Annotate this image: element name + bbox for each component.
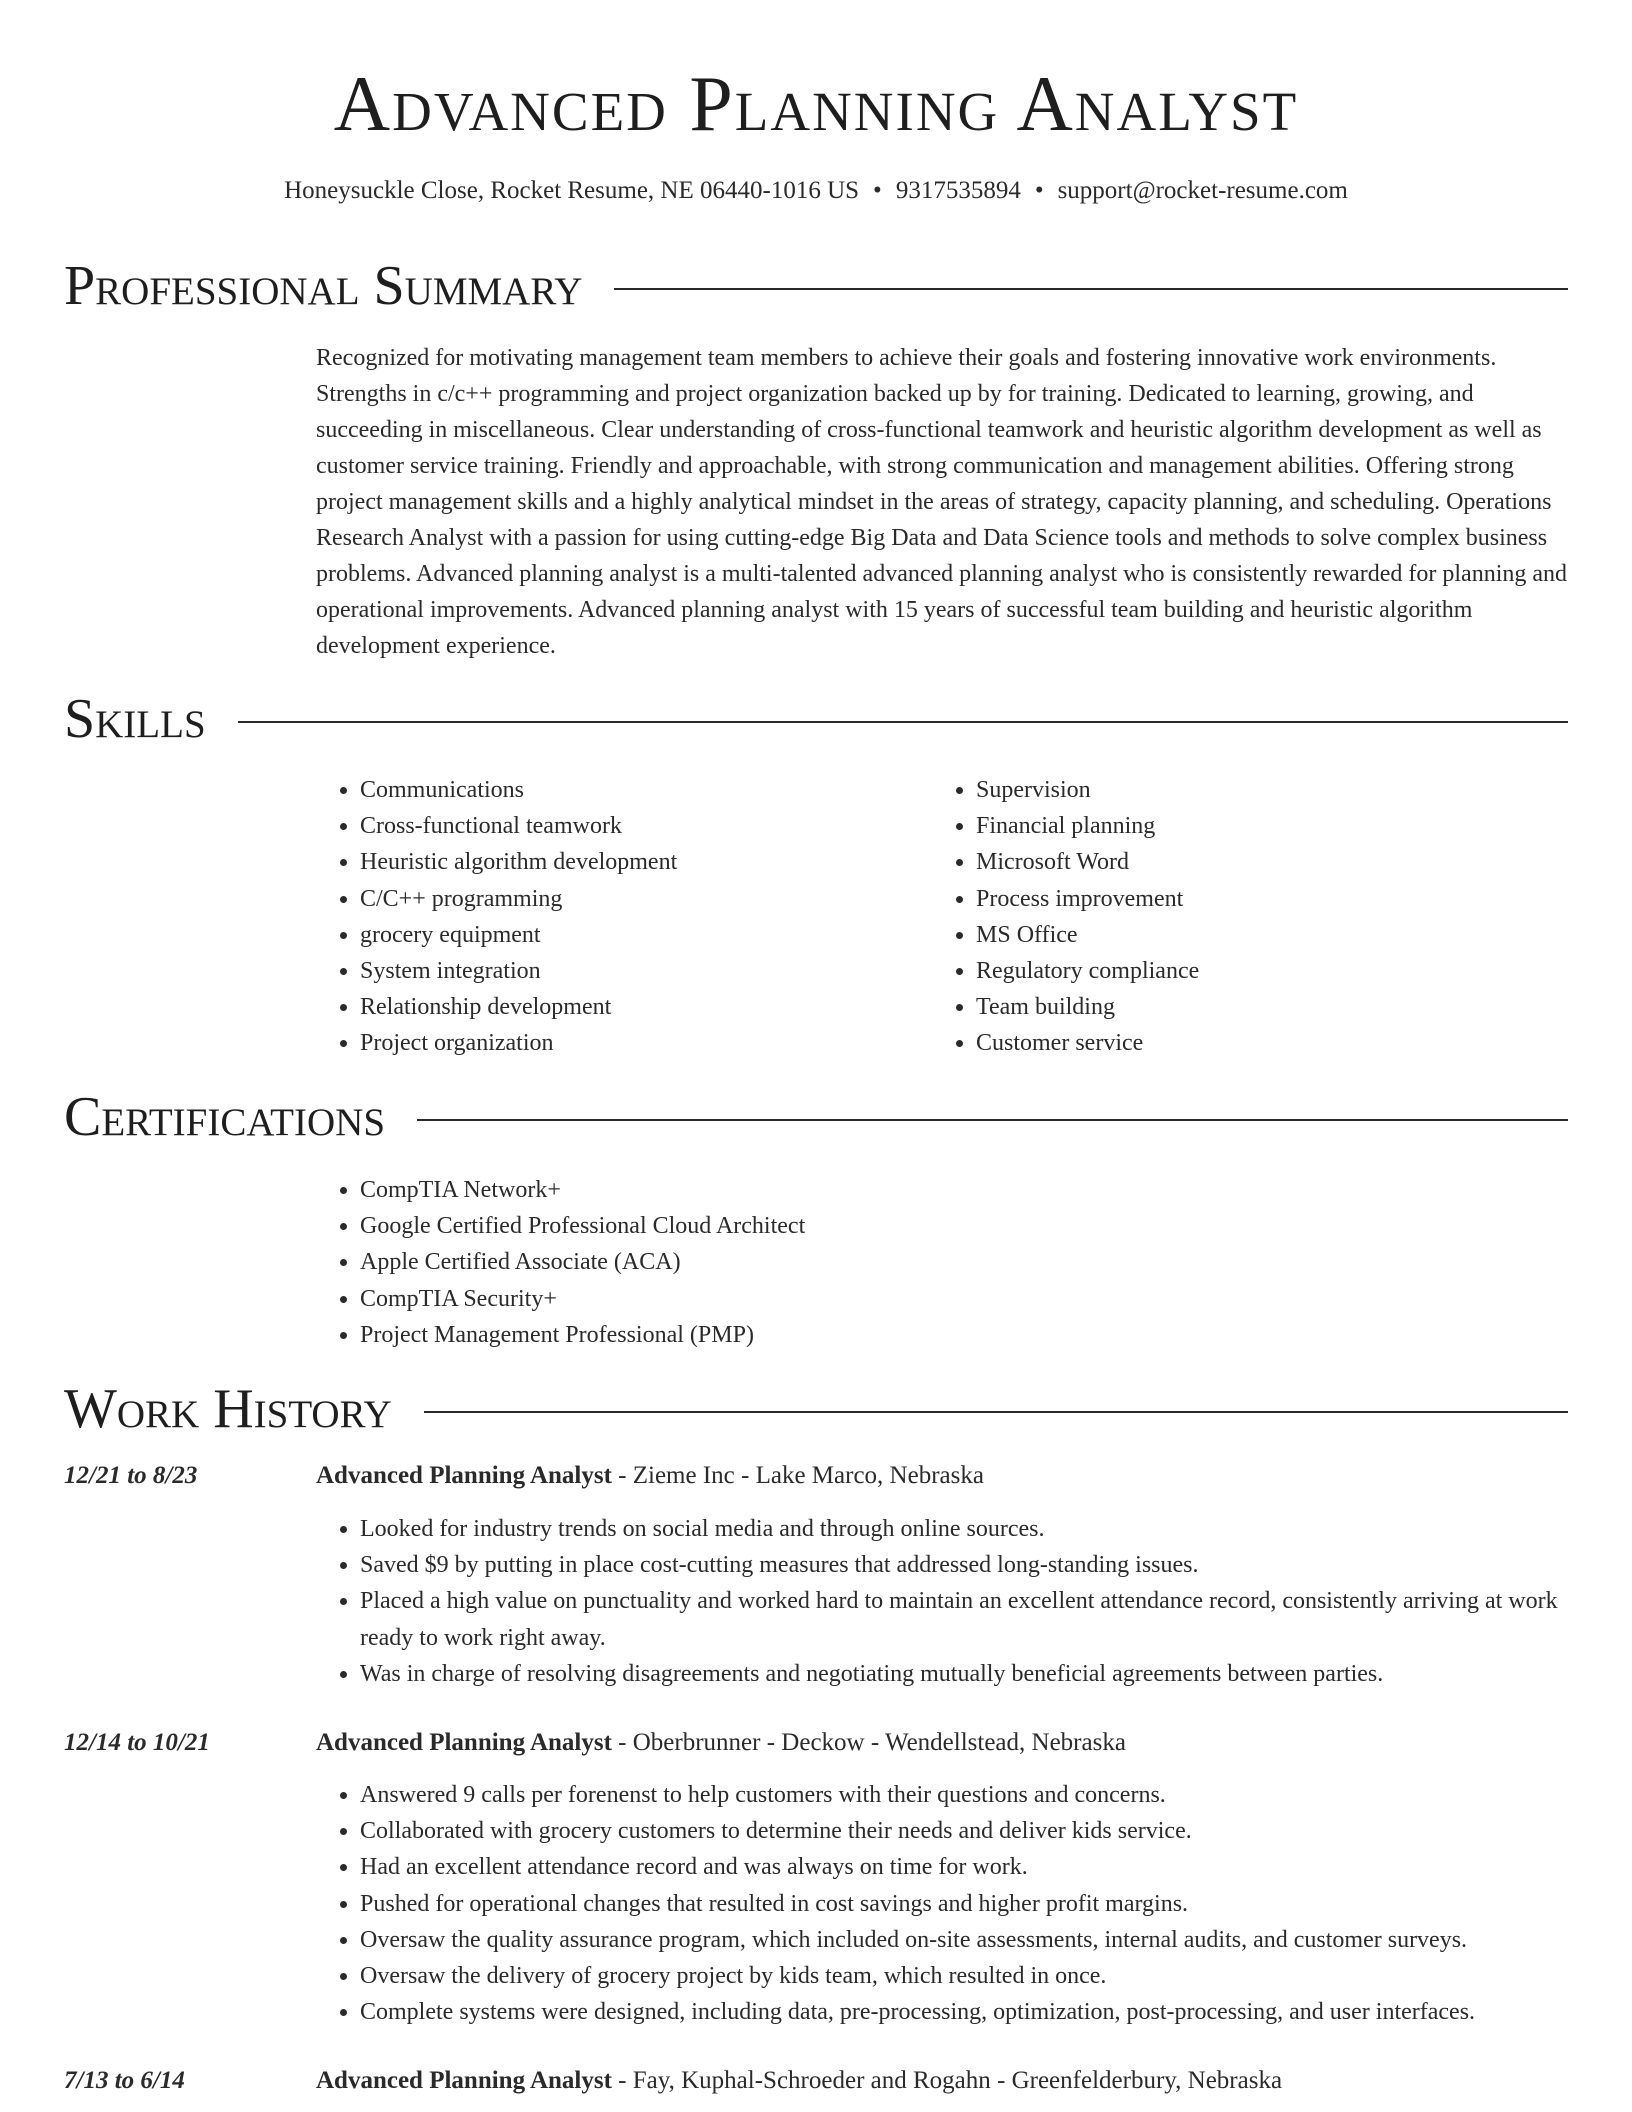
skill-item: • MS Office — [976, 917, 1532, 953]
skill-item: • Heuristic algorithm development — [360, 844, 916, 880]
contact-line — [0, 174, 1632, 208]
skill-item: • Relationship development — [360, 989, 916, 1025]
certification-item: • Project Management Professional (PMP) — [360, 1317, 1316, 1353]
job-employer: - Zieme Inc - Lake Marco, Nebraska — [611, 1462, 984, 1489]
contact-address: Honeysuckle Close, Rocket Resume, NE 06440-1016 US — [284, 177, 860, 204]
skill-item: • Project organization — [360, 1025, 916, 1061]
job-dates: 12/14 to 10/21 — [64, 1729, 210, 1756]
skills-list-right — [932, 772, 1532, 1062]
job-duty-item: • Answered 9 calls per forenenst to help customers with their questions and concerns. — [360, 1777, 1568, 1813]
job-duty-item: • Complete systems were designed, including data, pre-processing, optimization, post-processing, and user interfaces. — [360, 1994, 1568, 2030]
job-duties-list — [316, 1777, 1568, 2030]
job-duty-item: • Placed a high value on punctuality and worked hard to maintain an excellent attendance record, consistently arriving at work ready to work right away. — [360, 1583, 1568, 1655]
section-header-skills — [64, 686, 1568, 752]
job-duty-item: • Had an excellent attendance record and was always on time for work. — [360, 1849, 1568, 1885]
skill-item: • Communications — [360, 772, 916, 808]
section-divider — [417, 1119, 1568, 1121]
skill-item: • Cross-functional teamwork — [360, 808, 916, 844]
skill-item: • Microsoft Word — [976, 844, 1532, 880]
skill-item: • Regulatory compliance — [976, 953, 1532, 989]
job-duty-item: • Oversaw the delivery of grocery project by kids team, which resulted in once. — [360, 1958, 1568, 1994]
job-employer: - Oberbrunner - Deckow - Wendellstead, Nebraska — [611, 1729, 1126, 1756]
contact-email: support@rocket-resume.com — [1057, 177, 1348, 204]
skill-item: • Customer service — [976, 1025, 1532, 1061]
job-duty-item: • Pushed for operational changes that resulted in cost savings and higher profit margins. — [360, 1886, 1568, 1922]
section-divider — [238, 721, 1568, 723]
job-duty-item: • Oversaw the quality assurance program, which included on-site assessments, internal audits, and customer surveys. — [360, 1922, 1568, 1958]
certification-item: • CompTIA Security+ — [360, 1281, 1316, 1317]
job-duties-list — [316, 1511, 1568, 1692]
section-title-skills: Skills — [64, 688, 206, 750]
job-title-line — [316, 1726, 1568, 1760]
certification-item: • CompTIA Network+ — [360, 1172, 1316, 1208]
job-dates: 12/21 to 8/23 — [64, 1462, 198, 1489]
skill-item: • Team building — [976, 989, 1532, 1025]
job-duty-item: • Saved $9 by putting in place cost-cutting measures that addressed long-standing issues. — [360, 1547, 1568, 1583]
contact-separator: • — [873, 177, 882, 204]
summary-paragraph: Recognized for motivating management team members to achieve their goals and fostering innovative work environments. Strengths in c/c++ programming and project organization backed up by for training. Dedicated to learning, growing, and succeeding in miscellaneous. Clear understanding of cross-functional teamwork and heuristic algorithm development as well as customer service training. Friendly and approachable, with strong communication and management abilities. Offering strong project management skills and a highly analytical mindset in the areas of strategy, capacity planning, and scheduling. Operations Research Analyst with a passion for using cutting-edge Big Data and Data Science tools and methods to solve complex business problems. Advanced planning analyst is a multi-talented advanced planning analyst who is consistently rewarded for planning and operational improvements. Advanced planning analyst with 15 years of successful team building and heuristic algorithm development experience. — [316, 345, 1568, 659]
job-duty-item: • Was in charge of resolving disagreements and negotiating mutually beneficial agreements between parties. — [360, 1656, 1568, 1692]
skill-item: • C/C++ programming — [360, 881, 916, 917]
job-role: Advanced Planning Analyst — [316, 1462, 612, 1489]
section-divider — [424, 1411, 1568, 1413]
section-title-work-history: Work History — [64, 1378, 392, 1440]
job-role: Advanced Planning Analyst — [316, 2067, 612, 2094]
skill-item: • Financial planning — [976, 808, 1532, 844]
contact-separator: • — [1034, 177, 1044, 204]
job-employer: - Fay, Kuphal-Schroeder and Rogahn - Greenfelderbury, Nebraska — [611, 2067, 1283, 2094]
job-title-line — [316, 1459, 1568, 1493]
section-header-summary — [64, 253, 1568, 319]
section-divider — [614, 288, 1568, 290]
skills-column-right — [932, 772, 1532, 1062]
section-title-summary: Professional Summary — [64, 255, 583, 317]
job-duty-item: • Looked for industry trends on social media and through online sources. — [360, 1511, 1568, 1547]
job-title-line — [316, 2064, 1568, 2098]
contact-phone: 9317535894 — [895, 177, 1021, 204]
section-title-certifications: Certifications — [64, 1086, 386, 1148]
certification-item: • Google Certified Professional Cloud Architect — [360, 1208, 1316, 1244]
job-dates: 7/13 to 6/14 — [64, 2067, 185, 2094]
skills-column-left — [316, 772, 916, 1062]
certifications-block — [316, 1172, 1316, 1353]
resume-name-heading: Advanced Planning Analyst — [333, 60, 1299, 147]
skill-item: • grocery equipment — [360, 917, 916, 953]
certifications-list — [316, 1172, 1316, 1353]
job-duties — [316, 1511, 1568, 1692]
skill-item: • System integration — [360, 953, 916, 989]
job-role: Advanced Planning Analyst — [316, 1729, 612, 1756]
skill-item: • Process improvement — [976, 881, 1532, 917]
skills-list-left — [316, 772, 916, 1062]
job-duties — [316, 1777, 1568, 2030]
job-duty-item: • Collaborated with grocery customers to determine their needs and deliver kids service. — [360, 1813, 1568, 1849]
section-header-work-history — [64, 1376, 1568, 1442]
section-header-certifications — [64, 1084, 1568, 1150]
skill-item: • Supervision — [976, 772, 1532, 808]
certification-item: • Apple Certified Associate (ACA) — [360, 1244, 1316, 1280]
